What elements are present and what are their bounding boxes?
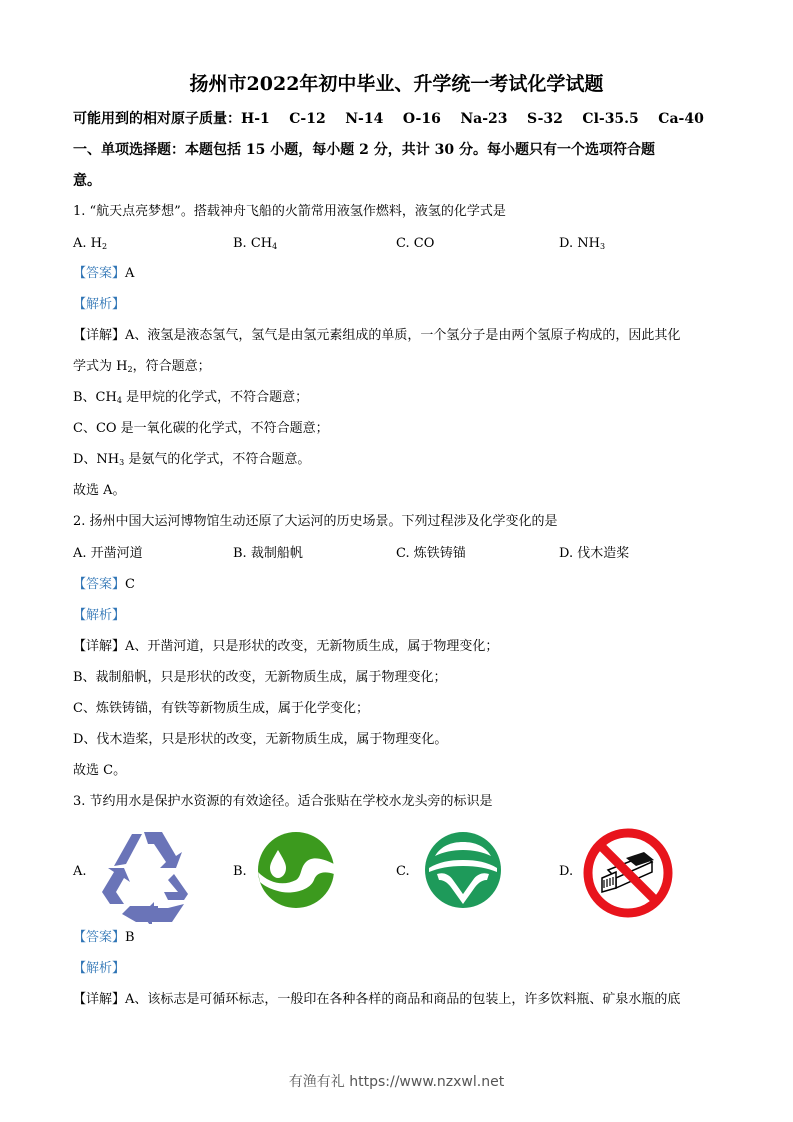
question-2-detail-line: C、炼铁铸锚，有铁等新物质生成，属于化学变化； <box>73 701 369 716</box>
question-2-option-b: B. 裁制船帆 <box>233 546 303 561</box>
detail-label: 【详解】 <box>73 639 126 654</box>
atomic-masses-line <box>73 111 704 127</box>
question-1-option-b: B. $CH_4$ <box>233 236 278 251</box>
question-1-conclusion: 故选 A。 <box>73 483 126 498</box>
question-2-option-d: D. 伐木造桨 <box>559 546 630 561</box>
question-3-stem: 3. 节约用水是保护水资源的有效途径。适合张贴在学校水龙头旁的标识是 <box>73 794 493 809</box>
question-2-analysis-label: 【解析】 <box>73 608 126 623</box>
water-saving-icon <box>256 828 360 928</box>
question-2-detail-line: B、裁制船帆，只是形状的改变，无新物质生成，属于物理变化； <box>73 670 447 685</box>
question-2-detail-line: D、伐木造桨，只是形状的改变，无新物质生成，属于物理变化。 <box>73 732 448 747</box>
answer-label: 【答案】 <box>73 577 126 592</box>
recycle-icon <box>92 828 196 928</box>
no-matches-icon <box>582 826 686 926</box>
section-heading: 一、单项选择题：本题包括 15 小题，每小题 2 分，共计 30 分。每小题只有一个选项符合题 <box>73 142 655 158</box>
question-1-analysis-label: 【解析】 <box>73 297 126 312</box>
atomic-mass-na: Na-23 <box>460 111 508 127</box>
question-3-option-b-label: B. <box>233 864 247 879</box>
green-food-icon <box>421 828 525 928</box>
question-1-option-c: C. CO <box>396 236 435 251</box>
question-2-option-c: C. 炼铁铸锚 <box>396 546 466 561</box>
page-title: 扬州市2022年初中毕业、升学统一考试化学试题 <box>189 73 604 95</box>
question-1-detail-line: 学式为 $H_2$，符合题意； <box>73 359 211 374</box>
question-3-analysis-label: 【解析】 <box>73 961 126 976</box>
question-2-answer <box>73 577 135 593</box>
atomic-mass-c: C-12 <box>289 111 326 127</box>
question-1-answer <box>73 266 134 282</box>
answer-label: 【答案】 <box>73 930 126 945</box>
atomic-masses-label: 可能用到的相对原子质量： <box>73 111 241 127</box>
question-1-option-a: A. $H_2$ <box>73 236 108 251</box>
question-1-detail-line: B、$CH_4$ 是甲烷的化学式，不符合题意； <box>73 390 309 405</box>
atomic-mass-o: O-16 <box>402 111 441 127</box>
atomic-mass-ca: Ca-40 <box>658 111 704 127</box>
detail-label: 【详解】 <box>73 328 126 343</box>
atomic-mass-cl: Cl-35.5 <box>582 111 639 127</box>
question-1-detail-line: 【详解】A、液氢是液态氢气，氢气是由氢元素组成的单质，一个氢分子是由两个氢原子构成的，因此其化 <box>73 328 681 343</box>
question-1-detail-line: C、CO 是一氧化碳的化学式，不符合题意； <box>73 421 329 436</box>
answer-value: B <box>125 930 135 945</box>
question-1-detail-line: D、$NH_3$ 是氨气的化学式，不符合题意。 <box>73 452 311 467</box>
question-3-option-d-label: D. <box>559 864 574 879</box>
question-3-detail-line: 【详解】A、该标志是可循环标志，一般印在各种各样的商品和商品的包装上，许多饮料瓶、矿泉水瓶的底 <box>73 992 681 1007</box>
atomic-mass-n: N-14 <box>345 111 384 127</box>
question-2-detail-line: 【详解】A、开凿河道，只是形状的改变，无新物质生成，属于物理变化； <box>73 639 499 654</box>
question-1-option-d: D. $NH_3$ <box>559 236 606 251</box>
answer-value: A <box>125 266 135 281</box>
question-1-stem: 1. “航天点亮梦想”。搭载神舟飞船的火箭常用液氢作燃料，液氢的化学式是 <box>73 204 506 219</box>
section-heading-cont: 意。 <box>73 173 101 189</box>
atomic-mass-h: H-1 <box>241 111 270 127</box>
answer-label: 【答案】 <box>73 266 126 281</box>
question-2-stem: 2. 扬州中国大运河博物馆生动还原了大运河的历史场景。下列过程涉及化学变化的是 <box>73 514 558 529</box>
atomic-mass-s: S-32 <box>527 111 563 127</box>
question-3-option-c-label: C. <box>396 864 410 879</box>
detail-label: 【详解】 <box>73 992 126 1007</box>
answer-value: C <box>125 577 135 592</box>
question-3-option-a-label: A. <box>73 864 87 879</box>
question-2-conclusion: 故选 C。 <box>73 763 127 778</box>
question-2-option-a: A. 开凿河道 <box>73 546 143 561</box>
footer-watermark: 有渔有礼 https://www.nzxwl.net <box>288 1074 505 1090</box>
question-3-answer <box>73 930 135 946</box>
